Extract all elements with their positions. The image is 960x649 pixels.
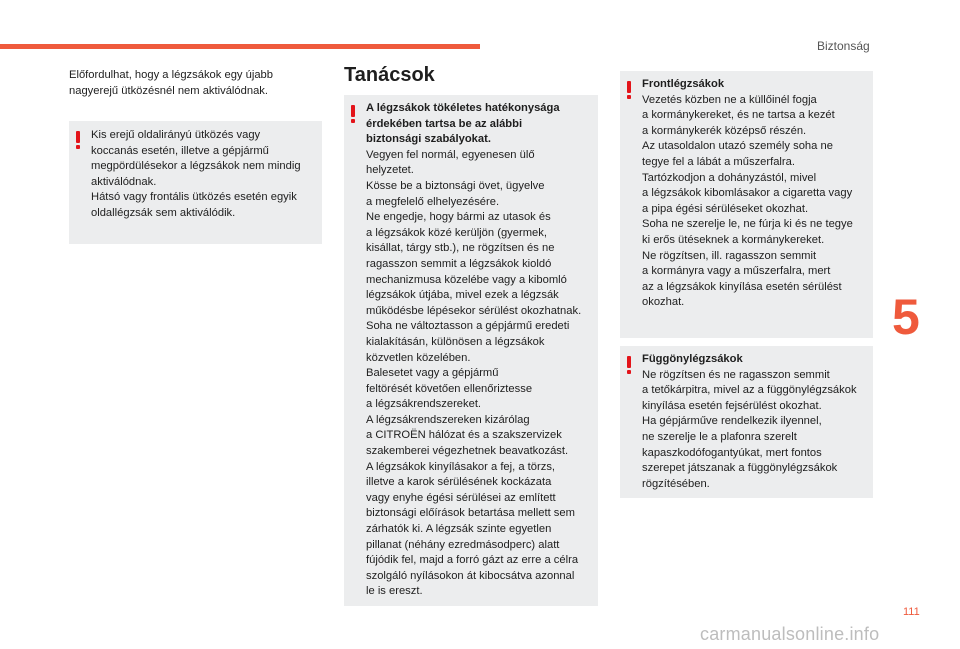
section-title: Biztonság (817, 39, 870, 53)
advice-line: Balesetet vagy a gépjármű (366, 367, 499, 380)
front-airbags-line: Az utasoldalon utazó személy soha ne (642, 140, 833, 153)
front-airbags-line: Tartózkodjon a dohányzástól, mivel (642, 171, 817, 184)
advice-line: biztonsági előírások betartása mellett sem (366, 507, 575, 520)
warning-line: koccanás esetén, illetve a gépjármű (91, 144, 269, 157)
front-airbags-line: tegye fel a lábát a műszerfalra. (642, 155, 795, 168)
header-accent-bar (0, 44, 480, 49)
intro-line: Előfordulhat, hogy a légzsákok egy újabb (69, 69, 273, 81)
warning-line: Kis erejű oldalirányú ütközés vagy (91, 129, 261, 141)
front-airbags-line: a kormányra vagy a műszerfalra, mert (642, 265, 831, 278)
warning-icon (627, 81, 631, 98)
advice-line: A légzsákrendszereken kizárólag (366, 413, 530, 426)
advice-line: a légzsákrendszereket. (366, 398, 482, 411)
curtain-airbags-line: a tetőkárpitra, mivel az a függönylégzsákok (642, 384, 857, 397)
curtain-airbags-line: szerepet játszanak a függönylégzsákok (642, 462, 838, 475)
curtain-airbags-warning-box (620, 346, 873, 498)
front-airbags-line: ki erős ütéseknek a kormánykereket. (642, 233, 825, 246)
warning-line: oldallégzsák sem aktiválódik. (91, 206, 236, 219)
intro-paragraph (69, 68, 319, 99)
advice-line: kialakításán, különösen a légzsákok (366, 335, 545, 348)
curtain-airbags-line: kapaszkodófogantyúkat, mert fontos (642, 446, 822, 459)
chapter-number: 5 (892, 289, 920, 345)
advice-line: Ne engedje, hogy bármi az utasok és (366, 211, 551, 224)
advice-line: a CITROËN hálózat és a szakszervizek (366, 429, 562, 442)
advice-warning-box (344, 95, 598, 606)
watermark: carmanualsonline.info (700, 624, 880, 644)
curtain-airbags-title: Függönylégzsákok (642, 353, 743, 365)
front-airbags-line: Soha ne szerelje le, ne fúrja ki és ne tegye (642, 218, 853, 231)
advice-line: szolgáló nyílásokon át kibocsátva azonnal (366, 569, 575, 582)
advice-line: Vegyen fel normál, egyenesen ülő (366, 148, 535, 161)
advice-line: szakemberei végezhetnek beavatkozást. (366, 445, 569, 458)
advice-line: kisállat, tárgy stb.), ne rögzítsen és ne (366, 242, 555, 255)
front-airbags-line: a pipa égési sérüléseket okozhat. (642, 202, 809, 215)
advice-bold-line: A légzsákok tökéletes hatékonysága (366, 102, 560, 114)
advice-line: helyzetet. (366, 164, 414, 177)
advice-line: le is ereszt. (366, 585, 423, 598)
warning-icon (76, 131, 80, 148)
front-airbags-title: Frontlégzsákok (642, 78, 725, 90)
advice-line: pillanat (néhány ezredmásodperc) alatt (366, 538, 560, 551)
advice-line: zárhatók ki. A légzsák szinte egyetlen (366, 523, 552, 536)
advice-line: illetve a karok sérülésének kockázata (366, 476, 552, 489)
advice-line: légzsákok útjába, mivel ezek a légzsák (366, 289, 559, 302)
advice-line: közvetlen közelében. (366, 351, 471, 364)
advice-line: A légzsákok kinyílásakor a fej, a törzs, (366, 460, 556, 473)
curtain-airbags-line: kinyílása esetén fejsérülést okozhat. (642, 399, 822, 412)
intro-line: nagyerejű ütközésnél nem aktiválódnak. (69, 84, 269, 97)
front-airbags-line: okozhat. (642, 296, 685, 309)
front-airbags-line: Vezetés közben ne a küllőinél fogja (642, 93, 817, 106)
front-airbags-line: az a légzsákok kinyílása esetén sérülést (642, 280, 842, 293)
advice-bold-line: érdekében tartsa be az alábbi (366, 117, 523, 130)
advice-line: fújódik fel, majd a forró gázt az erre a célra (366, 554, 579, 567)
curtain-airbags-line: Ne rögzítsen és ne ragasszon semmit (642, 368, 830, 381)
advice-line: ragasszon semmit a légzsákok kioldó (366, 257, 552, 270)
advice-line: mechanizmusa közelébe vagy a kibomló (366, 273, 567, 286)
front-airbags-line: Ne rögzítsen, ill. ragasszon semmit (642, 249, 817, 262)
curtain-airbags-line: Ha gépjárműve rendelkezik ilyennel, (642, 415, 822, 428)
warning-line: aktiválódnak. (91, 175, 157, 188)
curtain-airbags-line: ne szerelje le a plafonra szerelt (642, 430, 797, 443)
side-impact-warning-box (69, 121, 322, 244)
advice-line: Kösse be a biztonsági övet, ügyelve (366, 179, 545, 192)
advice-line: működésbe lépésekor sérülést okozhatnak. (366, 304, 582, 317)
warning-icon (351, 105, 355, 122)
advice-line: a megfelelő elhelyezésére. (366, 195, 500, 208)
warning-icon (627, 356, 631, 373)
front-airbags-line: a légzsákok kibomlásakor a cigaretta vagy (642, 187, 853, 200)
warning-line: Hátsó vagy frontális ütközés esetén egyik (91, 191, 297, 204)
advice-heading: Tanácsok (344, 64, 435, 86)
advice-line: Soha ne változtasson a gépjármű eredeti (366, 320, 570, 333)
advice-line: a légzsákok közé kerüljön (gyermek, (366, 226, 547, 239)
front-airbags-warning-box (620, 71, 873, 338)
curtain-airbags-line: rögzítésében. (642, 477, 710, 490)
advice-line: feltörését követően ellenőriztesse (366, 382, 533, 395)
advice-line: vagy enyhe égési sérülései az említett (366, 491, 556, 504)
front-airbags-line: a kormánykerék középső részén. (642, 124, 807, 137)
advice-bold-line: biztonsági szabályokat. (366, 133, 491, 146)
page-number: 111 (903, 606, 920, 618)
front-airbags-line: a kormánykereket, és ne tartsa a kezét (642, 109, 835, 122)
warning-line: megpördülésekor a légzsákok nem mindig (91, 160, 301, 173)
